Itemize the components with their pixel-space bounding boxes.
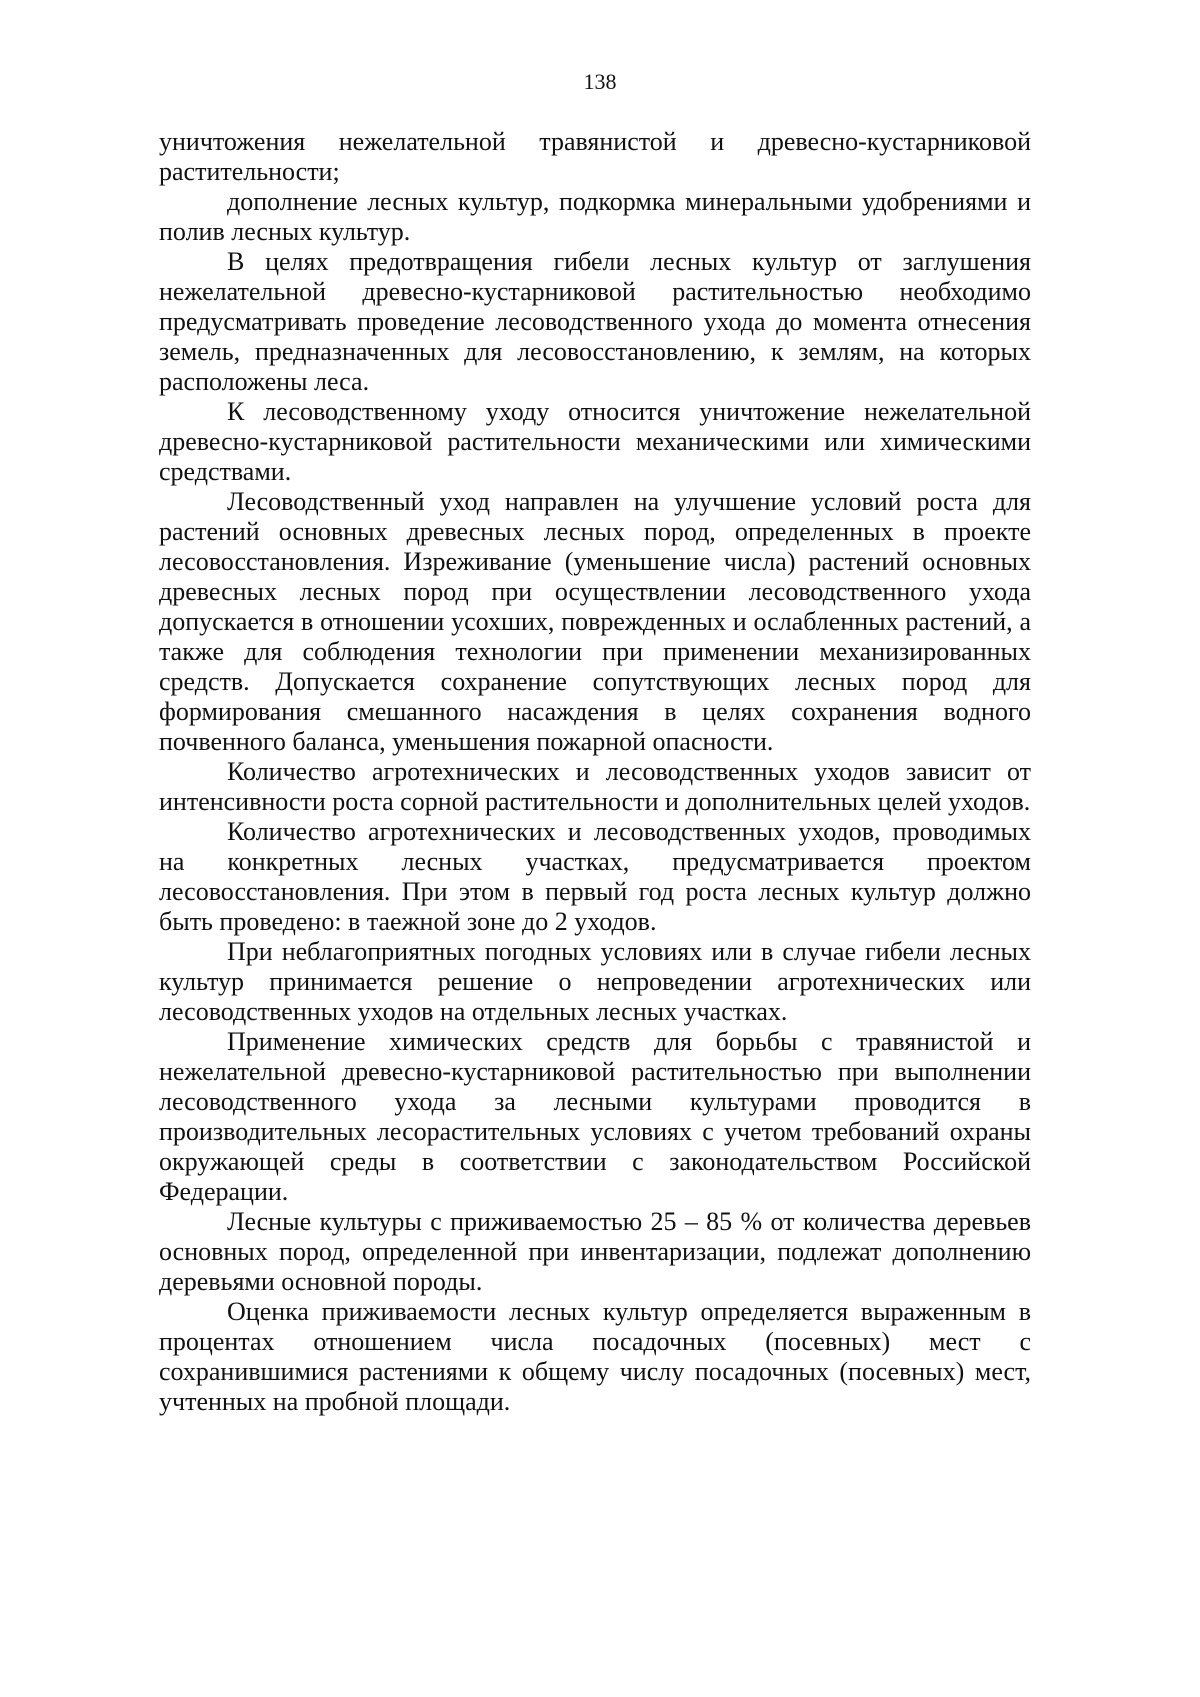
paragraph: Количество агротехнических и лесоводственных уходов, проводимых на конкретных лесных участках, предусматривается проектом лесовосстановления. При этом в первый год роста лесных культур должно быть проведено: в таежной зоне до 2 уходов. — [159, 817, 1031, 936]
document-body — [159, 127, 1031, 1417]
paragraph: Количество агротехнических и лесоводственных уходов зависит от интенсивности роста сорной растительности и дополнительных целей уходов. — [159, 757, 1031, 816]
paragraph: Лесоводственный уход направлен на улучшение условий роста для растений основных древесных лесных пород, определенных в проекте лесовосстановления. Изреживание (уменьшение числа) растений основных древесных лесных пород при осуществлении лесоводственного ухода допускается в отношении усохших, поврежденных и ослабленных растений, а также для соблюдения технологии при применении механизированных средств. Допускается сохранение сопутствующих лесных пород для формирования смешанного насаждения в целях сохранения водного почвенного баланса, уменьшения пожарной опасности. — [159, 487, 1031, 756]
paragraph: Оценка приживаемости лесных культур определяется выраженным в процентах отношением числа посадочных (посевных) мест с сохранившимися растениями к общему числу посадочных (посевных) мест, учтенных на пробной площади. — [159, 1297, 1031, 1416]
paragraph: К лесоводственному уходу относится уничтожение нежелательной древесно-кустарниковой растительности механическими или химическими средствами. — [159, 397, 1031, 486]
paragraph: Лесные культуры с приживаемостью 25 – 85 % от количества деревьев основных пород, определенной при инвентаризации, подлежат дополнению деревьями основной породы. — [159, 1207, 1031, 1296]
paragraph: дополнение лесных культур, подкормка минеральными удобрениями и полив лесных культур. — [159, 187, 1031, 246]
paragraph: В целях предотвращения гибели лесных культур от заглушения нежелательной древесно-кустарниковой растительностью необходимо предусматривать проведение лесоводственного ухода до момента отнесения земель, предназначенных для лесовосстановлению, к землям, на которых расположены леса. — [159, 247, 1031, 396]
page-number: 138 — [583, 69, 617, 94]
paragraph-continuation: уничтожения нежелательной травянистой и древесно-кустарниковой растительности; — [159, 127, 1031, 186]
paragraph: При неблагоприятных погодных условиях или в случае гибели лесных культур принимается решение о непроведении агротехнических или лесоводственных уходов на отдельных лесных участках. — [159, 937, 1031, 1026]
paragraph: Применение химических средств для борьбы с травянистой и нежелательной древесно-кустарниковой растительностью при выполнении лесоводственного ухода за лесными культурами проводится в производительных лесорастительных условиях с учетом требований охраны окружающей среды в соответствии с законодательством Российской Федерации. — [159, 1027, 1031, 1206]
